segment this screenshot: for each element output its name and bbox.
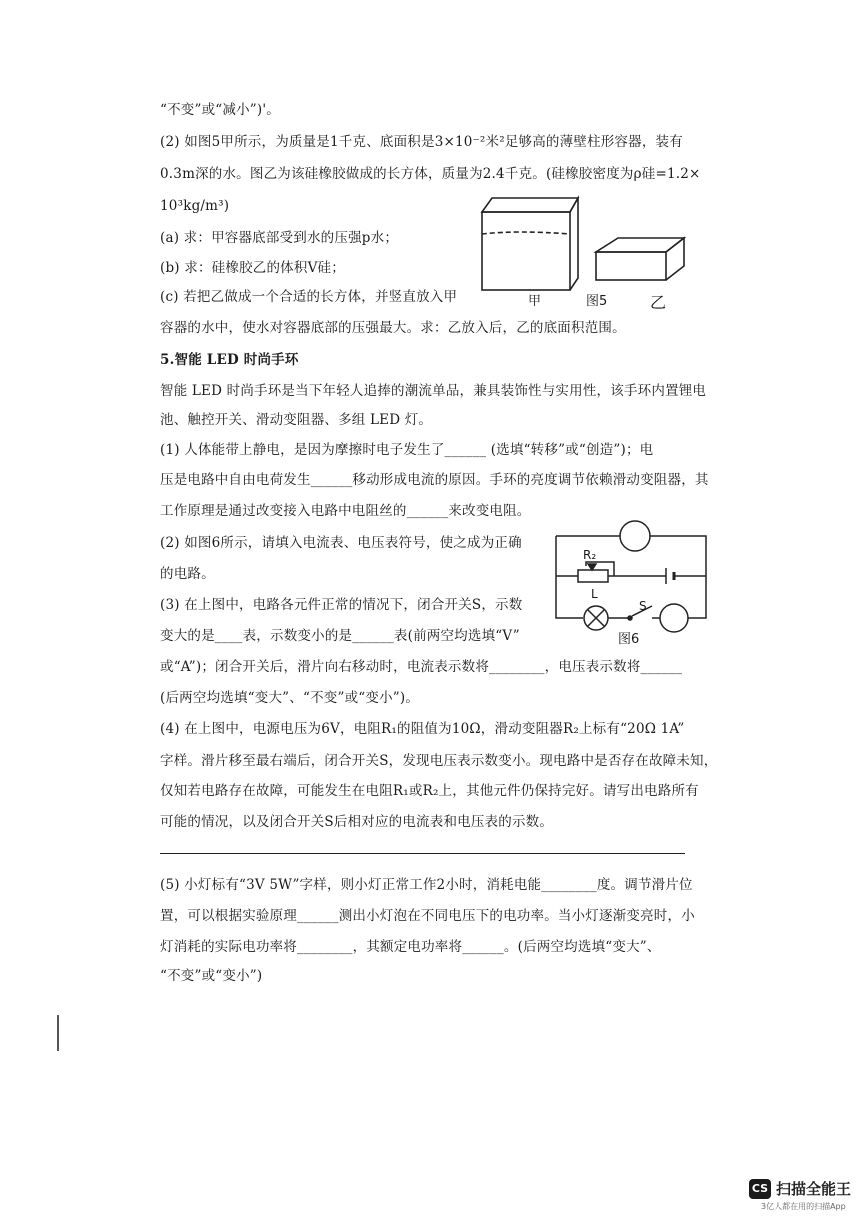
text-line: (b) 求：硅橡胶乙的体积V硅； — [160, 260, 345, 276]
answer-line — [160, 853, 685, 854]
text-line: 可能的情况，以及闭合开关S后相对应的电流表和电压表的示数。 — [160, 814, 554, 830]
figure-6-label-l: L — [591, 587, 598, 601]
text-line: “不变”或“减小”)'。 — [160, 102, 280, 118]
text-line: 变大的是____表，示数变小的是______表(前两空均选填“V” — [160, 628, 520, 644]
scanner-tagline: 3亿人都在用的扫描App — [761, 1202, 846, 1211]
text-line: 智能 LED 时尚手环是当下年轻人追捧的潮流单品，兼具装饰性与实用性，该手环内置锂电 — [160, 383, 707, 399]
figure-6-label-r2: R₂ — [583, 548, 597, 562]
text-line: (后两空均选填“变大”、“不变”或“变小”)。 — [160, 690, 420, 706]
text-line: 置，可以根据实验原理______测出小灯泡在不同电压下的电功率。当小灯逐渐变亮时，小 — [160, 908, 695, 924]
text-line: 工作原理是通过改变接入电路中电阻丝的______来改变电阻。 — [160, 503, 531, 519]
text-line: 的电路。 — [160, 566, 215, 582]
text-line: 或“A”)；闭合开关后，滑片向右移动时，电流表示数将________，电压表示数将______ — [160, 659, 683, 675]
text-line: (2) 如图5甲所示，为质量是1千克、底面积是3×10⁻²米²足够高的薄壁柱形容器，装有 — [160, 134, 683, 150]
scanner-logo-name: 扫描全能王 — [776, 1180, 852, 1198]
text-line: “不变”或“变小”) — [160, 968, 263, 984]
text-line: (5) 小灯标有“3V 5W”字样，则小灯正常工作2小时，消耗电能________度。调节滑片位 — [160, 877, 693, 893]
text-line: 压是电路中自由电荷发生______移动形成电流的原因。手环的亮度调节依赖滑动变阻器，其 — [160, 472, 709, 488]
text-line: (c) 若把乙做成一个合适的长方体，并竖直放入甲 — [160, 289, 458, 305]
scanner-watermark — [749, 1178, 851, 1199]
figure-6-caption: 图6 — [618, 632, 640, 647]
text-line: (2) 如图6所示，请填入电流表、电压表符号，使之成为正确 — [160, 535, 522, 551]
figure-5-label-yi: 乙 — [650, 293, 667, 312]
figure-6-label-s: S — [639, 599, 647, 613]
figure-5-label-jia: 甲 — [528, 294, 542, 309]
text-line: 字样。滑片移至最右端后，闭合开关S，发现电压表示数变小。现电路中是否存在故障未知， — [160, 753, 718, 769]
text-line: (a) 求：甲容器底部受到水的压强p水； — [160, 230, 399, 246]
text-line: 池、触控开关、滑动变阻器、多组 LED 灯。 — [160, 412, 433, 428]
text-line: (1) 人体能带上静电，是因为摩擦时电子发生了______ (选填“转移”或“创造”)；电 — [160, 442, 654, 458]
section-title: 5.智能 LED 时尚手环 — [160, 352, 299, 368]
text-line: (4) 在上图中，电源电压为6V，电阻R₁的阻值为10Ω，滑动变阻器R₂上标有“20Ω 1A” — [160, 721, 685, 737]
text-line: 灯消耗的实际电功率将________，其额定电功率将______。(后两空均选填“变大”、 — [160, 939, 661, 955]
text-line: 仅知若电路存在故障，可能发生在电阻R₁或R₂上，其他元件仍保持完好。请写出电路所有 — [160, 783, 699, 799]
text-line: 0.3m深的水。图乙为该硅橡胶做成的长方体，质量为2.4千克。(硅橡胶密度为ρ硅=1.2× — [160, 166, 701, 182]
figure-5-caption: 图5 — [586, 294, 608, 309]
scan-margin-mark — [57, 1015, 59, 1051]
text-line: (3) 在上图中，电路各元件正常的情况下，闭合开关S，示数 — [160, 597, 523, 613]
text-line: 10³kg/m³) — [160, 198, 230, 214]
text-line: 容器的水中，使水对容器底部的压强最大。求：乙放入后，乙的底面积范围。 — [160, 320, 626, 336]
scanner-logo-icon: CS — [749, 1179, 771, 1199]
